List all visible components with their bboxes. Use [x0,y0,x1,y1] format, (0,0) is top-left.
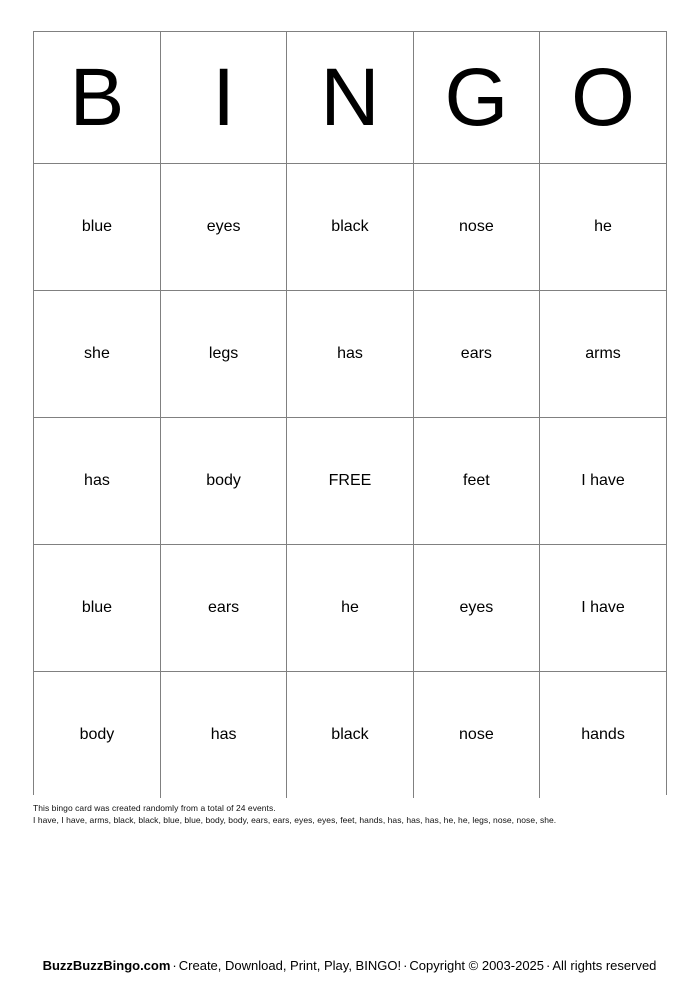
bingo-cell[interactable] [287,545,413,672]
bingo-cell-label: hands [581,726,625,743]
bingo-row [34,418,666,545]
bingo-header-letter: I [212,51,235,143]
bingo-grid [34,32,666,798]
bingo-cell-label: arms [585,345,621,362]
bingo-cell-label: she [84,345,110,362]
bingo-cell[interactable] [287,672,413,799]
bingo-card [33,31,667,795]
bingo-cell[interactable] [540,672,666,799]
bingo-header-row [34,32,666,164]
footer-rights: All rights reserved [552,958,657,973]
bingo-row [34,672,666,799]
bingo-cell[interactable] [413,672,539,799]
bingo-header-cell-b [34,32,160,164]
bingo-row [34,291,666,418]
bingo-cell[interactable] [287,164,413,291]
bingo-header-letter: O [571,51,635,143]
bingo-cell[interactable] [413,164,539,291]
bingo-cell[interactable] [540,545,666,672]
bingo-cell[interactable] [540,418,666,545]
bingo-cell-label: eyes [459,599,494,616]
bingo-row [34,164,666,291]
card-note-line-2: I have, I have, arms, black, black, blue, blue, body, body, ears, ears, eyes, eyes, feet, hands, has, has, has, he, he, legs, nose, nose, she. [33,814,557,825]
bingo-cell-label: feet [463,472,490,489]
card-note-line-1: This bingo card was created randomly from a total of 24 events. [33,803,276,813]
bingo-header-letter: B [69,51,125,143]
bingo-cell-label: nose [459,218,494,235]
bingo-cell[interactable] [160,418,286,545]
bingo-cell-label: eyes [206,218,241,235]
footer-separator: · [403,958,408,973]
footer-tagline: Create, Download, Print, Play, BINGO! [178,958,402,973]
bingo-cell[interactable] [34,164,160,291]
bingo-cell-label: black [331,218,369,235]
bingo-cell[interactable] [540,291,666,418]
bingo-cell[interactable] [34,545,160,672]
page-footer [0,957,699,975]
bingo-cell-label: legs [208,345,239,362]
bingo-cell-label: blue [81,599,113,616]
bingo-cell-label: body [79,726,115,743]
bingo-cell[interactable] [34,418,160,545]
bingo-header-cell-n [287,32,413,164]
bingo-cell[interactable] [160,672,286,799]
bingo-cell-label: has [84,472,110,489]
bingo-cell-label: body [206,472,241,489]
bingo-cell[interactable] [160,164,286,291]
bingo-free-space-cell[interactable] [287,418,413,545]
bingo-cell[interactable] [413,418,539,545]
bingo-cell-label: ears [208,599,240,616]
bingo-header-cell-g [413,32,539,164]
bingo-cell-label: has [210,726,237,743]
footer-copyright: Copyright © 2003-2025 [409,958,545,973]
bingo-cell-label: I have [581,599,625,616]
card-note [33,803,673,826]
footer-brand-link[interactable]: BuzzBuzzBingo.com [42,958,171,973]
bingo-free-space-label: FREE [328,472,372,489]
bingo-cell[interactable] [160,291,286,418]
bingo-cell-label: he [341,599,359,616]
bingo-cell-label: I have [581,472,625,489]
bingo-cell-label: nose [459,726,494,743]
bingo-header-cell-i [160,32,286,164]
bingo-cell[interactable] [413,291,539,418]
bingo-cell[interactable] [287,291,413,418]
bingo-cell[interactable] [540,164,666,291]
bingo-header-letter: N [320,51,380,143]
bingo-cell-label: blue [81,218,113,235]
bingo-cell[interactable] [413,545,539,672]
bingo-cell[interactable] [34,291,160,418]
footer-separator: · [546,958,551,973]
bingo-header-cell-o [540,32,666,164]
bingo-cell-label: he [594,218,612,235]
bingo-header-letter: G [444,51,509,143]
bingo-cell-label: has [337,345,363,362]
bingo-cell[interactable] [160,545,286,672]
bingo-cell[interactable] [34,672,160,799]
bingo-cell-label: black [331,726,369,743]
bingo-row [34,545,666,672]
footer-separator: · [172,958,177,973]
bingo-cell-label: ears [460,345,492,362]
